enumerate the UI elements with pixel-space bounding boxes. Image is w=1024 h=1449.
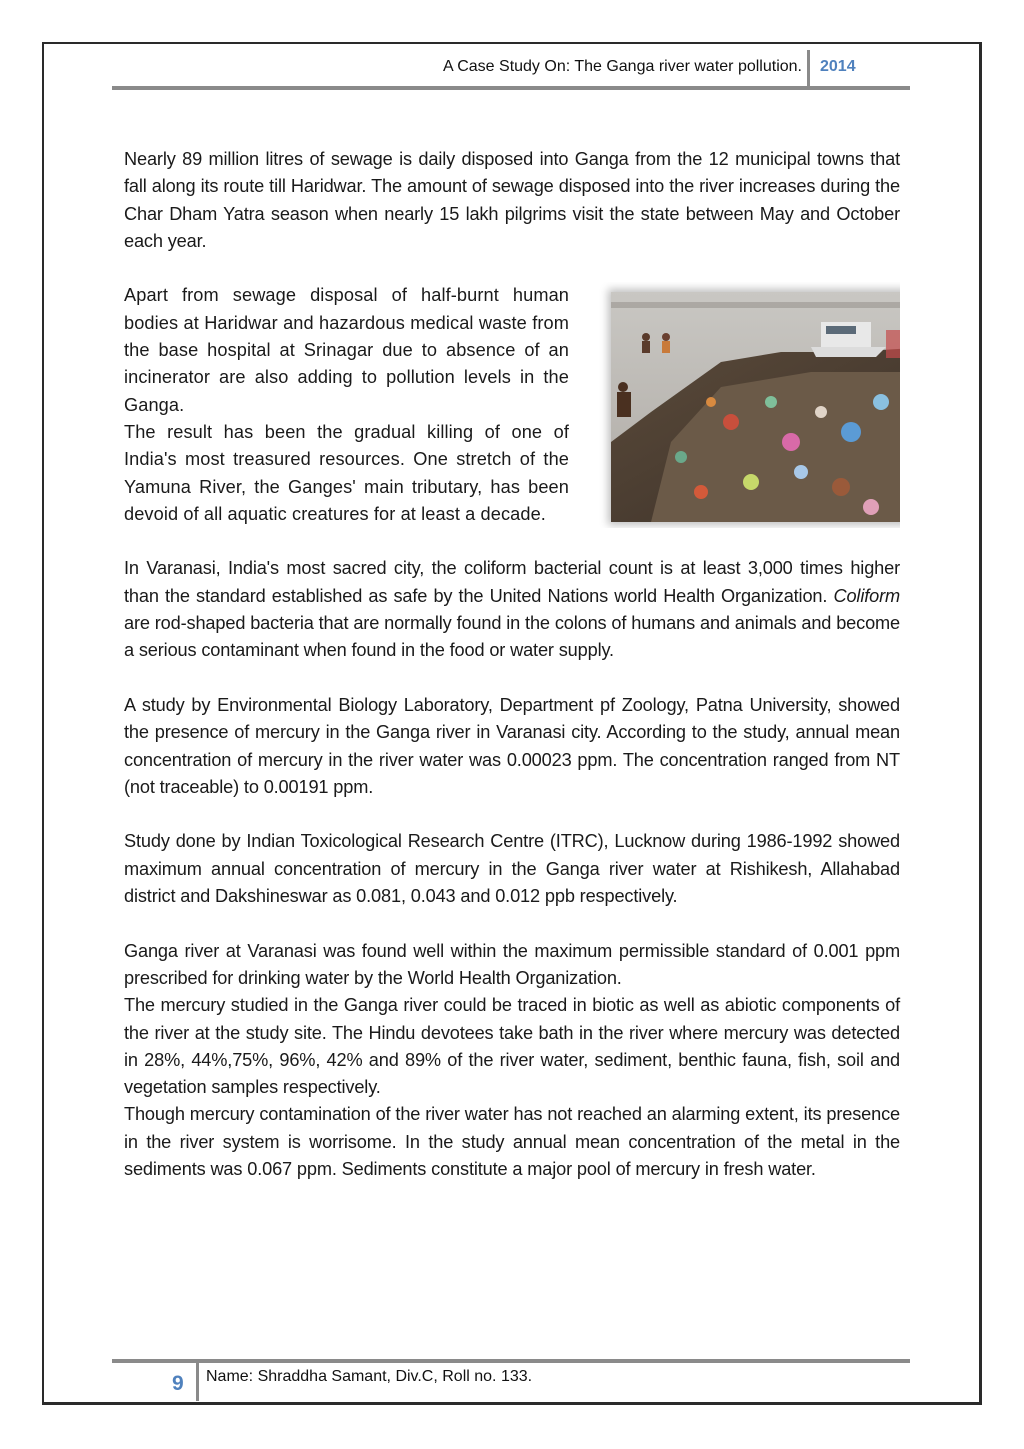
- header-rule: [112, 86, 910, 90]
- footer-rule: [112, 1359, 910, 1363]
- page-footer: [112, 1356, 910, 1406]
- document-year: 2014: [820, 58, 856, 75]
- paragraph-mercury-sediments: Though mercury contamination of the river water has not reached an alarming extent, its presence in the river system is worrisome. In the study annual mean concentration of the metal in the sediments was 0.067 ppm. Sediments constitute a major pool of mercury in fresh water.: [124, 1104, 900, 1179]
- paragraph-gap: [124, 665, 900, 692]
- paragraph-itrc-study: Study done by Indian Toxicological Research Centre (ITRC), Lucknow during 1986-1992 showed maximum annual concentration of mercury in the Ganga river water at Rishikesh, Allahabad district and Dakshineswar as 0.081, 0.043 and 0.012 ppb respectively.: [124, 831, 900, 907]
- paragraph-patna-study: A study by Environmental Biology Laboratory, Department pf Zoology, Patna University, showed the presence of mercury in the Ganga river in Varanasi city. According to the study, annual mean concentration of mercury in the river water was 0.00023 ppm. The concentration ranged from NT (not traceable) to 0.00191 ppm.: [124, 694, 900, 797]
- river-pollution-photo: [611, 292, 900, 522]
- paragraph-gap: [124, 910, 900, 937]
- page-header: [112, 50, 910, 90]
- document-title: A Case Study On: The Ganga river water pollution.: [442, 58, 802, 75]
- paragraph-varanasi-coliform: [124, 555, 900, 664]
- document-body: [124, 146, 900, 1183]
- paragraph-result: The result has been the gradual killing of one of India's most treasured resources. One stretch of the Yamuna River, the Ganges' main tributary, has been devoid of all aquatic creatures for at least a decade.: [124, 421, 569, 524]
- float-text-column: [124, 282, 569, 528]
- paragraph-gap: [124, 255, 900, 282]
- coliform-text-start: In Varanasi, India's most sacred city, the coliform bacterial count is at least 3,000 times higher than the standard established as safe by the United Nations world Health Organization.: [124, 558, 900, 606]
- page-number: 9: [172, 1372, 184, 1395]
- paragraph-half-burnt-bodies: Apart from sewage disposal of half-burnt human bodies at Haridwar and hazardous medical waste from the base hospital at Srinagar due to absence of an incinerator are also adding to pollution levels in the Ganga.: [124, 285, 569, 415]
- paragraph-gap: [124, 528, 900, 555]
- paragraph-gap: [124, 801, 900, 828]
- author-info: Name: Shraddha Samant, Div.C, Roll no. 133.: [206, 1368, 533, 1385]
- paragraph-mercury-traced: The mercury studied in the Ganga river could be traced in biotic as well as abiotic components of the river at the study site. The Hindu devotees take bath in the river where mercury was detected in 28%, 44%,75%, 96%, 42% and 89% of the river water, sediment, benthic fauna, fish, soil and vegetation samples respectively.: [124, 995, 900, 1098]
- paragraph-sewage: Nearly 89 million litres of sewage is daily disposed into Ganga from the 12 municipal towns that fall along its route till Haridwar. The amount of sewage disposed into the river increases during the Char Dham Yatra season when nearly 15 lakh pilgrims visit the state between May and October each year.: [124, 149, 900, 251]
- footer-divider: [196, 1363, 199, 1401]
- paragraph-who-standard: Ganga river at Varanasi was found well within the maximum permissible standard of 0.001 ppm prescribed for drinking water by the World Health Organization.: [124, 940, 900, 988]
- coliform-term: Coliform: [833, 585, 900, 606]
- text-with-photo: [124, 282, 900, 528]
- header-divider: [807, 50, 810, 90]
- coliform-text-end: are rod-shaped bacteria that are normally found in the colons of humans and animals and become a serious contaminant when found in the food or water supply.: [124, 613, 900, 661]
